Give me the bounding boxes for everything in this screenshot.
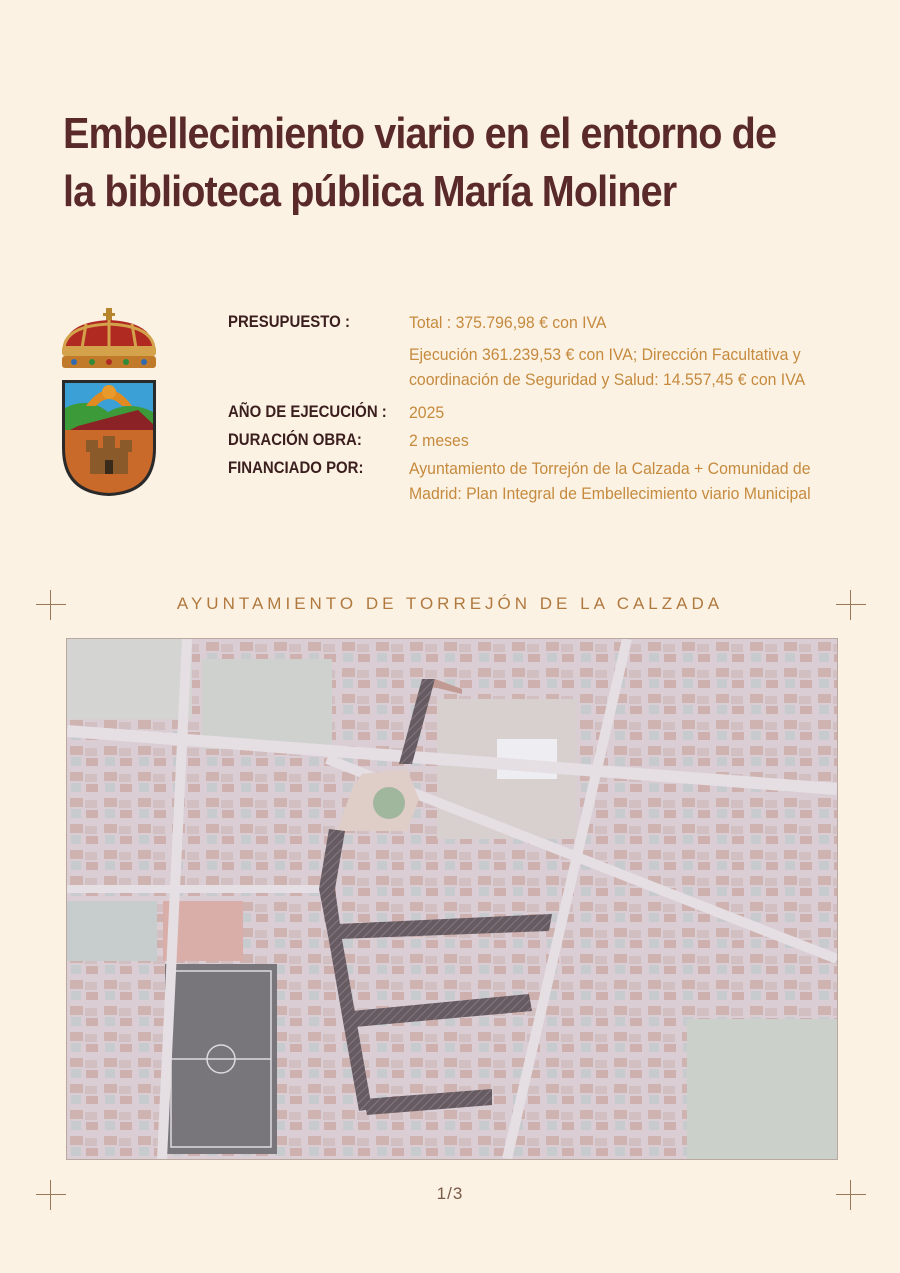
funding-label: FINANCIADO POR: [228,458,364,477]
page-number: 1/3 [436,1184,464,1203]
coat-of-arms-icon [58,308,160,498]
budget-total: Total : 375.796,98 € con IVA [409,313,607,332]
municipality-subtitle: AYUNTAMIENTO DE TORREJÓN DE LA CALZADA [176,594,724,613]
funding-value: Ayuntamiento de Torrejón de la Calzada + Comunidad de Madrid: Plan Integral de Embellecimiento viario Municipal [409,459,811,503]
budget-label: PRESUPUESTO : [228,312,350,331]
duration-value: 2 meses [409,431,469,450]
year-label: AÑO DE EJECUCIÓN : [228,402,387,421]
page-title: Embellecimiento viario en el entorno de la biblioteca pública María Moliner [63,109,777,216]
aerial-site-map [66,638,838,1160]
map-graphic [67,639,837,1159]
year-value: 2025 [409,403,445,422]
budget-breakdown: Ejecución 361.239,53 € con IVA; Dirección Facultativa y coordinación de Seguridad y Salud: 14.557,45 € con IVA [409,345,806,389]
duration-label: DURACIÓN OBRA: [228,430,362,449]
